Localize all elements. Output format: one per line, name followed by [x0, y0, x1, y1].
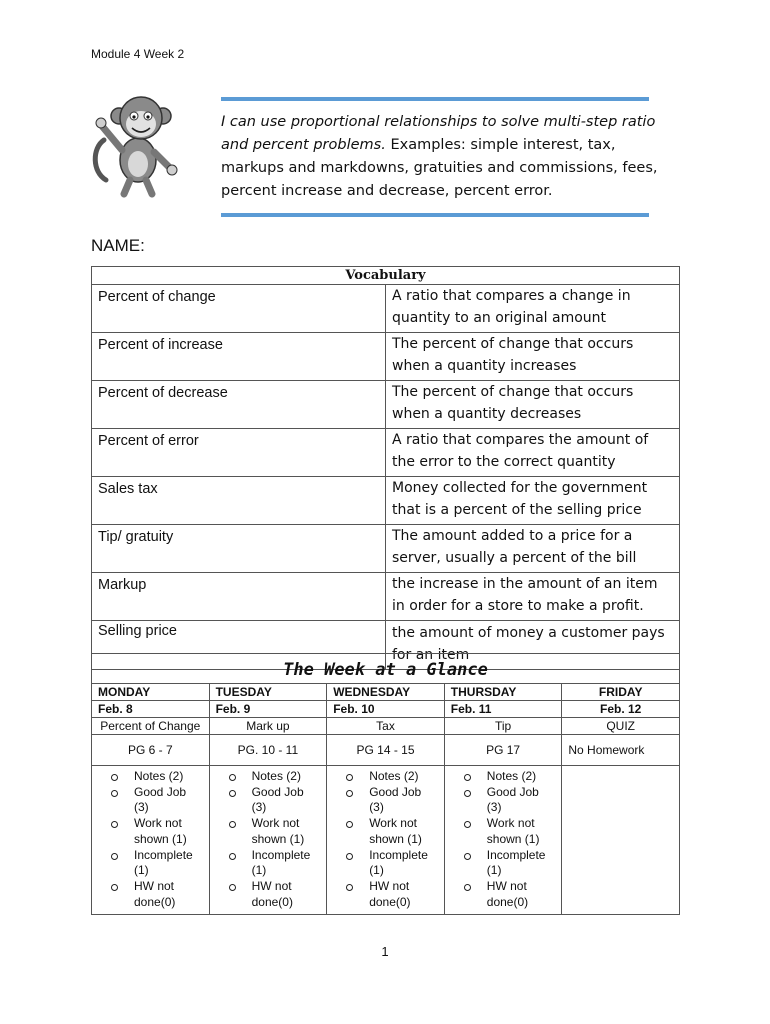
- vocab-row: [92, 381, 680, 429]
- day-date: Feb. 12: [562, 701, 680, 718]
- vocab-definition: the amount of money a customer pays for an item: [386, 621, 680, 670]
- grading-checklist: [451, 767, 556, 913]
- monkey-clipart: [88, 88, 188, 198]
- grading-cell: [444, 766, 562, 915]
- vocab-term: Markup: [92, 573, 386, 621]
- day-topic: QUIZ: [562, 718, 680, 735]
- checklist-item: Notes (2): [98, 769, 203, 785]
- vocab-row: [92, 429, 680, 477]
- checklist-item: Notes (2): [451, 769, 556, 785]
- checklist-item: HW not done(0): [216, 879, 321, 910]
- checklist-item: Incomplete (1): [98, 848, 203, 879]
- vocab-term: Tip/ gratuity: [92, 525, 386, 573]
- day-name: THURSDAY: [444, 684, 562, 701]
- checklist-item: Incomplete (1): [216, 848, 321, 879]
- checklist-item: Work not shown (1): [333, 816, 438, 847]
- vocab-row: [92, 525, 680, 573]
- vocab-row: [92, 285, 680, 333]
- checklist-item: Work not shown (1): [98, 816, 203, 847]
- vocab-term: Percent of decrease: [92, 381, 386, 429]
- checklist-item: Good Job (3): [98, 785, 203, 816]
- vocab-definition: The percent of change that occurs when a quantity increases: [386, 333, 680, 381]
- day-pages: PG 14 - 15: [327, 735, 445, 766]
- day-pages: PG 17: [444, 735, 562, 766]
- checklist-item: Work not shown (1): [451, 816, 556, 847]
- checklist-item: Good Job (3): [451, 785, 556, 816]
- vocab-term: Percent of increase: [92, 333, 386, 381]
- learning-objective: [221, 111, 661, 203]
- grading-checklist: [216, 767, 321, 913]
- vocab-row: [92, 573, 680, 621]
- vocab-term: Percent of error: [92, 429, 386, 477]
- objective-bottom-rule: [221, 213, 649, 217]
- vocab-term: Percent of change: [92, 285, 386, 333]
- checklist-item: HW not done(0): [451, 879, 556, 910]
- day-pages: PG. 10 - 11: [209, 735, 327, 766]
- vocab-definition: A ratio that compares the amount of the error to the correct quantity: [386, 429, 680, 477]
- day-pages: PG 6 - 7: [92, 735, 210, 766]
- week-title: The Week at a Glance: [92, 654, 680, 684]
- day-topic: Mark up: [209, 718, 327, 735]
- vocab-row: [92, 333, 680, 381]
- day-date: Feb. 10: [327, 701, 445, 718]
- day-pages: No Homework: [562, 735, 680, 766]
- vocab-row: [92, 477, 680, 525]
- page-number: 1: [381, 944, 389, 959]
- grading-cell: [92, 766, 210, 915]
- checklist-item: Incomplete (1): [333, 848, 438, 879]
- grading-cell: [209, 766, 327, 915]
- day-date: Feb. 9: [209, 701, 327, 718]
- grading-checklist: [98, 767, 203, 913]
- checklist-item: Notes (2): [333, 769, 438, 785]
- week-at-a-glance-table: [91, 653, 680, 915]
- objective-examples: Examples: simple interest, tax, markups and markdowns, gratuities and commissions, fees, percent increase and decrease, percent error.: [221, 137, 658, 199]
- day-date: Feb. 11: [444, 701, 562, 718]
- vocab-definition: the increase in the amount of an item in order for a store to make a profit.: [386, 573, 680, 621]
- vocabulary-table: [91, 266, 680, 670]
- checklist-item: Incomplete (1): [451, 848, 556, 879]
- vocabulary-title: Vocabulary: [92, 267, 680, 285]
- vocab-term: Selling price: [92, 621, 386, 670]
- grading-cell-empty: [562, 766, 680, 915]
- grading-checklist: [333, 767, 438, 913]
- checklist-item: Work not shown (1): [216, 816, 321, 847]
- name-label: NAME:: [91, 236, 145, 255]
- vocab-definition: The percent of change that occurs when a quantity decreases: [386, 381, 680, 429]
- day-name: FRIDAY: [562, 684, 680, 701]
- objective-top-rule: [221, 97, 649, 101]
- day-name: MONDAY: [92, 684, 210, 701]
- checklist-item: HW not done(0): [98, 879, 203, 910]
- day-topic: Tip: [444, 718, 562, 735]
- day-topic: Percent of Change: [92, 718, 210, 735]
- vocab-definition: The amount added to a price for a server, usually a percent of the bill: [386, 525, 680, 573]
- header-text: Module 4 Week 2: [91, 47, 185, 61]
- day-name: WEDNESDAY: [327, 684, 445, 701]
- checklist-item: HW not done(0): [333, 879, 438, 910]
- objective-statement: I can use proportional relationships to solve multi-step ratio and percent problems.: [221, 114, 656, 153]
- checklist-item: Good Job (3): [333, 785, 438, 816]
- day-date: Feb. 8: [92, 701, 210, 718]
- vocab-term: Sales tax: [92, 477, 386, 525]
- checklist-item: Good Job (3): [216, 785, 321, 816]
- vocab-definition: A ratio that compares a change in quantity to an original amount: [386, 285, 680, 333]
- day-topic: Tax: [327, 718, 445, 735]
- checklist-item: Notes (2): [216, 769, 321, 785]
- grading-cell: [327, 766, 445, 915]
- vocab-definition: Money collected for the government that is a percent of the selling price: [386, 477, 680, 525]
- day-name: TUESDAY: [209, 684, 327, 701]
